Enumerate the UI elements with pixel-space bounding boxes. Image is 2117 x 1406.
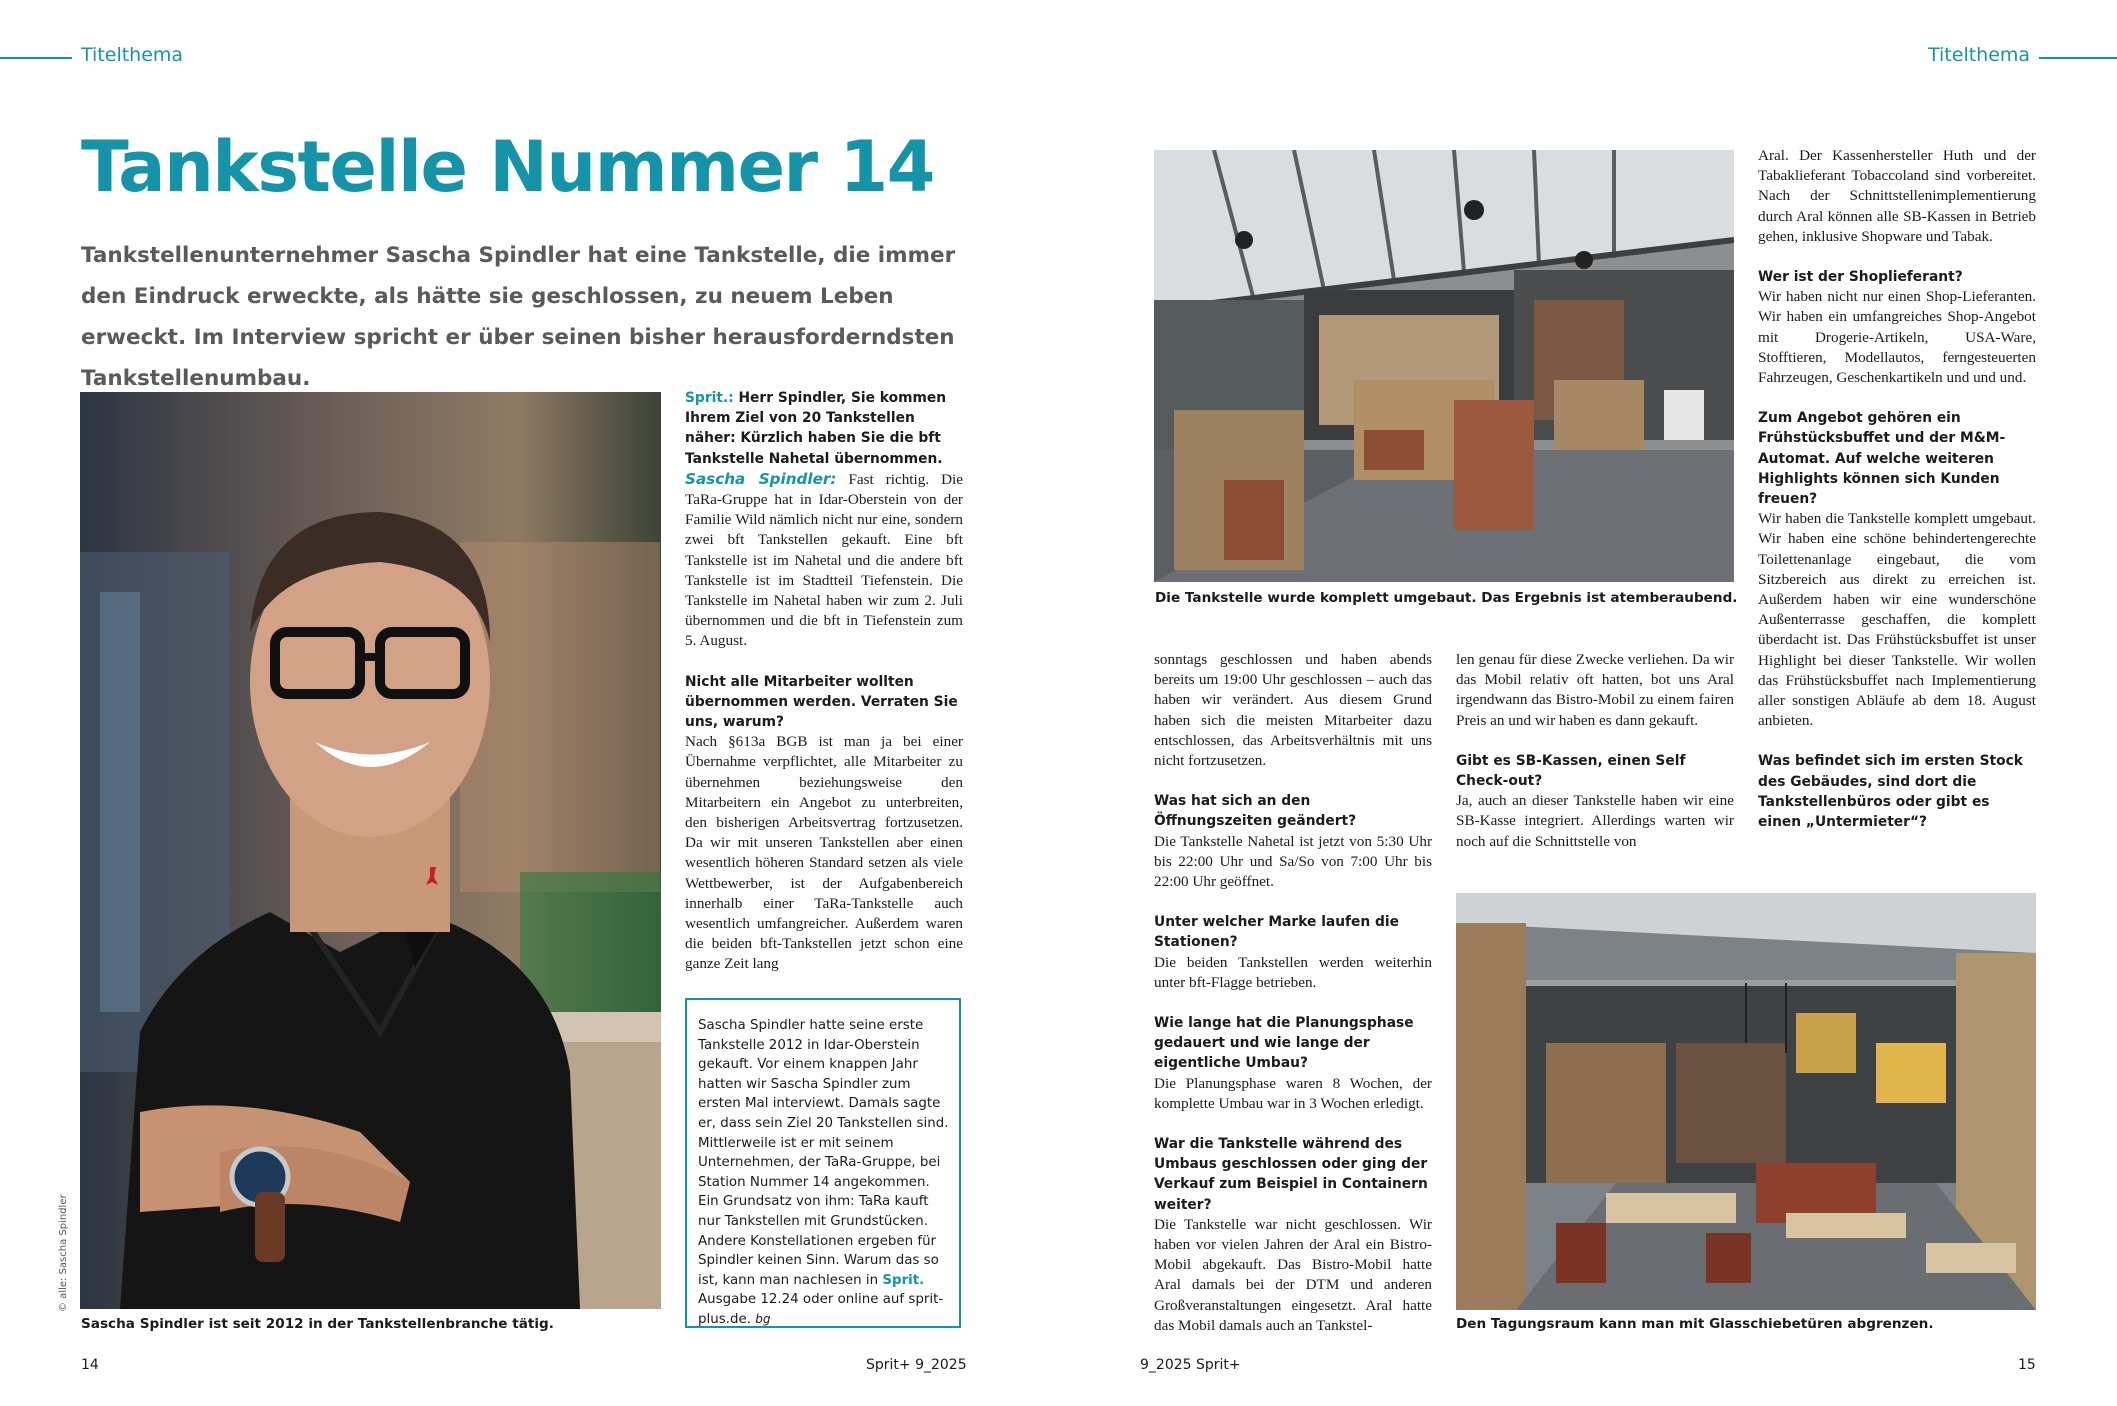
question-4: Unter welcher Marke laufen die Stationen? bbox=[1154, 914, 1400, 951]
column-5 bbox=[1758, 146, 2036, 832]
column-1 bbox=[685, 388, 963, 975]
magazine-issue-left: Sprit+ 9_2025 bbox=[866, 1357, 967, 1373]
answer-9: Wir haben die Tankstelle komplett umgebaut. Wir haben eine schöne behindertengerechte Toilettenanlage eingebaut, die vom Sitzbereich aus direkt zu erreichen ist. Außerdem haben wir eine wunderschöne Außenterrasse geschaffen, die komplett überdacht ist. Das Frühstücksbuffet ist unser Highlight bei dieser Tankstelle. Wir wollen das Frühstücksbuffet nach Implementierung aller sonstigen Abläufe ab dem 18. August anbieten. bbox=[1758, 510, 2036, 730]
column-3 bbox=[1154, 650, 1432, 1336]
answer-2: Nach §613a BGB ist man ja bei einer Übernahme verpflichtet, alle Mitarbeiter zu übernehmen beziehungsweise den Mitarbeitern ein Angebot zu unterbreiten, den bisherigen Arbeitsvertrag fortzusetzen. Da wir mit unseren Tankstellen aber einen wesentlich höheren Standard setzen als viele Wettbewerber, ist der Aufgabenbereich innerhalb einer TaRa-Tankstelle auch wesentlich umfangreicher. Außerdem waren die beiden bft-Tankstellen jetzt schon eine ganze Zeit lang bbox=[685, 733, 963, 973]
info-box-tail: Ausgabe 12.24 oder online auf sprit-plus.de. bbox=[698, 1292, 944, 1327]
caption-portrait: Sascha Spindler ist seit 2012 in der Tankstellenbranche tätig. bbox=[81, 1316, 554, 1332]
answer-8: Wir haben nicht nur einen Shop-Lieferanten. Wir haben ein umfangreiches Shop-Angebot mit Drogerie-Artikeln, USA-Ware, Stofftieren, Modellautos, ferngesteuerten Fahrzeugen, Geschenkartikeln und und und. bbox=[1758, 288, 2036, 387]
question-10: Was befindet sich im ersten Stock des Gebäudes, sind dort die Tankstellenbüros oder gibt es einen „Untermieter“? bbox=[1758, 753, 2023, 831]
info-box-text: Sascha Spindler hatte seine erste Tankstelle 2012 in Idar-Oberstein gekauft. Vor einem knappen Jahr hatten wir Sascha Spindler zum ersten Mal interviewt. Damals sagte er, dass sein Ziel 20 Tankstellen sind. Mittlerweile ist er mit seinem Unternehmen, der TaRa-Gruppe, bei Station Nummer 14 angekommen. Ein Grundsatz von ihm: TaRa kauft nur Tankstellen mit Grundstücken. Andere Konstellationen ergeben für Spindler keinen Sinn. Warum das so ist, kann man nachlesen in bbox=[698, 1018, 949, 1288]
meeting-room-photo bbox=[1456, 893, 2036, 1310]
speaker-label: Sascha Spindler: bbox=[685, 469, 837, 488]
interviewer-label: Sprit.: bbox=[685, 390, 734, 406]
photo-credit: © alle: Sascha Spindler bbox=[58, 1194, 69, 1312]
shop-photo bbox=[1154, 150, 1734, 582]
info-box-signature: bg bbox=[755, 1311, 771, 1326]
column-4 bbox=[1456, 650, 1734, 852]
question-1: Herr Spindler, Sie kommen Ihrem Ziel von 20 Tankstellen näher: Kürzlich haben Sie die bft Tankstelle Nahetal übernommen. bbox=[685, 390, 947, 467]
article-lead: Tankstellenunternehmer Sascha Spindler hat eine Tankstelle, die immer den Eindruck erweckte, als hätte sie geschlossen, zu neuem Leben erweckt. Im Interview spricht er über seinen bisher herausforderndsten Tankstellenumbau. bbox=[81, 243, 956, 391]
answer-7: Ja, auch an dieser Tankstelle haben wir eine SB-Kasse integriert. Allerdings warten wir noch auf die Schnittstelle von bbox=[1456, 792, 1734, 850]
question-6: War die Tankstelle während des Umbaus geschlossen oder ging der Verkauf zum Beispiel in Containern weiter? bbox=[1154, 1136, 1428, 1213]
question-7: Gibt es SB-Kassen, einen Self Check-out? bbox=[1456, 752, 1686, 790]
caption-shop: Die Tankstelle wurde komplett umgebaut. Das Ergebnis ist atemberaubend. bbox=[1155, 590, 1738, 606]
answer-2-continued: sonntags geschlossen und haben abends bereits um 19:00 Uhr geschlossen – auch das haben wir verändert. Aus diesem Grund haben sich die meisten Mitarbeiter dazu entschlossen, das Arbeitsverhältnis mit uns nicht fortzusetzen. bbox=[1154, 651, 1432, 770]
running-head-right: Titelthema bbox=[1928, 44, 2031, 66]
answer-1: Fast richtig. Die TaRa-Gruppe hat in Idar-Oberstein von der Familie Wild nämlich nicht nur eine, sondern zwei bft Tankstellen gekauft. Eine bft Tankstelle ist im Nahetal und die andere bft Tankstelle ist im Stadtteil Tiefenstein. Die Tankstelle im Nahetal haben wir zum 2. Juli übernommen und die bft in Tiefenstein zum 5. August. bbox=[685, 470, 963, 650]
question-5: Wie lange hat die Planungsphase gedauert und wie lange der eigentliche Umbau? bbox=[1154, 1015, 1414, 1072]
answer-6-continued: len genau für diese Zwecke verliehen. Da wir das Mobil relativ oft hatten, bot uns Aral irgendwann das Bistro-Mobil zu einem fairen Preis an und wir haben es dann gekauft. bbox=[1456, 651, 1734, 729]
question-2: Nicht alle Mitarbeiter wollten übernommen werden. Verraten Sie uns, warum? bbox=[685, 673, 958, 731]
header-rule-left bbox=[0, 57, 72, 59]
magazine-issue-right: 9_2025 Sprit+ bbox=[1140, 1357, 1241, 1373]
answer-4: Die beiden Tankstellen werden weiterhin unter bft-Flagge betrieben. bbox=[1154, 953, 1432, 991]
question-8: Wer ist der Shoplieferant? bbox=[1758, 269, 1963, 286]
running-head-left: Titelthema bbox=[81, 44, 184, 66]
portrait-photo bbox=[80, 392, 661, 1309]
question-3: Was hat sich an den Öffnungszeiten geändert? bbox=[1154, 793, 1357, 830]
info-box-brand: Sprit. bbox=[882, 1272, 925, 1288]
header-rule-right bbox=[2039, 57, 2117, 59]
article-title: Tankstelle Nummer 14 bbox=[81, 126, 934, 208]
question-9: Zum Angebot gehören ein Frühstücksbuffet und der M&M-Automat. Auf welche weiteren Highlights können sich Kunden freuen? bbox=[1758, 410, 2006, 508]
page-number-right: 15 bbox=[2018, 1357, 2036, 1373]
info-box bbox=[685, 998, 961, 1328]
answer-7-continued: Aral. Der Kassenhersteller Huth und der Tabaklieferant Tobaccoland sind vorbereitet. Nach der Schnittstellenimplementierung durch Aral können alle SB-Kassen in Betrieb gehen, inklusive Shopware und Tabak. bbox=[1758, 147, 2036, 245]
answer-5: Die Planungsphase waren 8 Wochen, der komplette Umbau war in 3 Wochen erledigt. bbox=[1154, 1074, 1432, 1112]
answer-6: Die Tankstelle war nicht geschlossen. Wir haben vor vielen Jahren der Aral ein Bistro-Mobil abgekauft. Das Bistro-Mobil hatte Aral damals bei der DTM und anderen Großveranstaltungen eingesetzt. Aral hatte das Mobil damals auch an Tankstel- bbox=[1154, 1215, 1432, 1334]
page-number-left: 14 bbox=[81, 1357, 99, 1373]
caption-meeting-room: Den Tagungsraum kann man mit Glasschiebetüren abgrenzen. bbox=[1456, 1316, 1934, 1332]
answer-3: Die Tankstelle Nahetal ist jetzt von 5:30 Uhr bis 22:00 Uhr und Sa/So von 7:00 Uhr bis 22:00 Uhr geöffnet. bbox=[1154, 832, 1432, 891]
